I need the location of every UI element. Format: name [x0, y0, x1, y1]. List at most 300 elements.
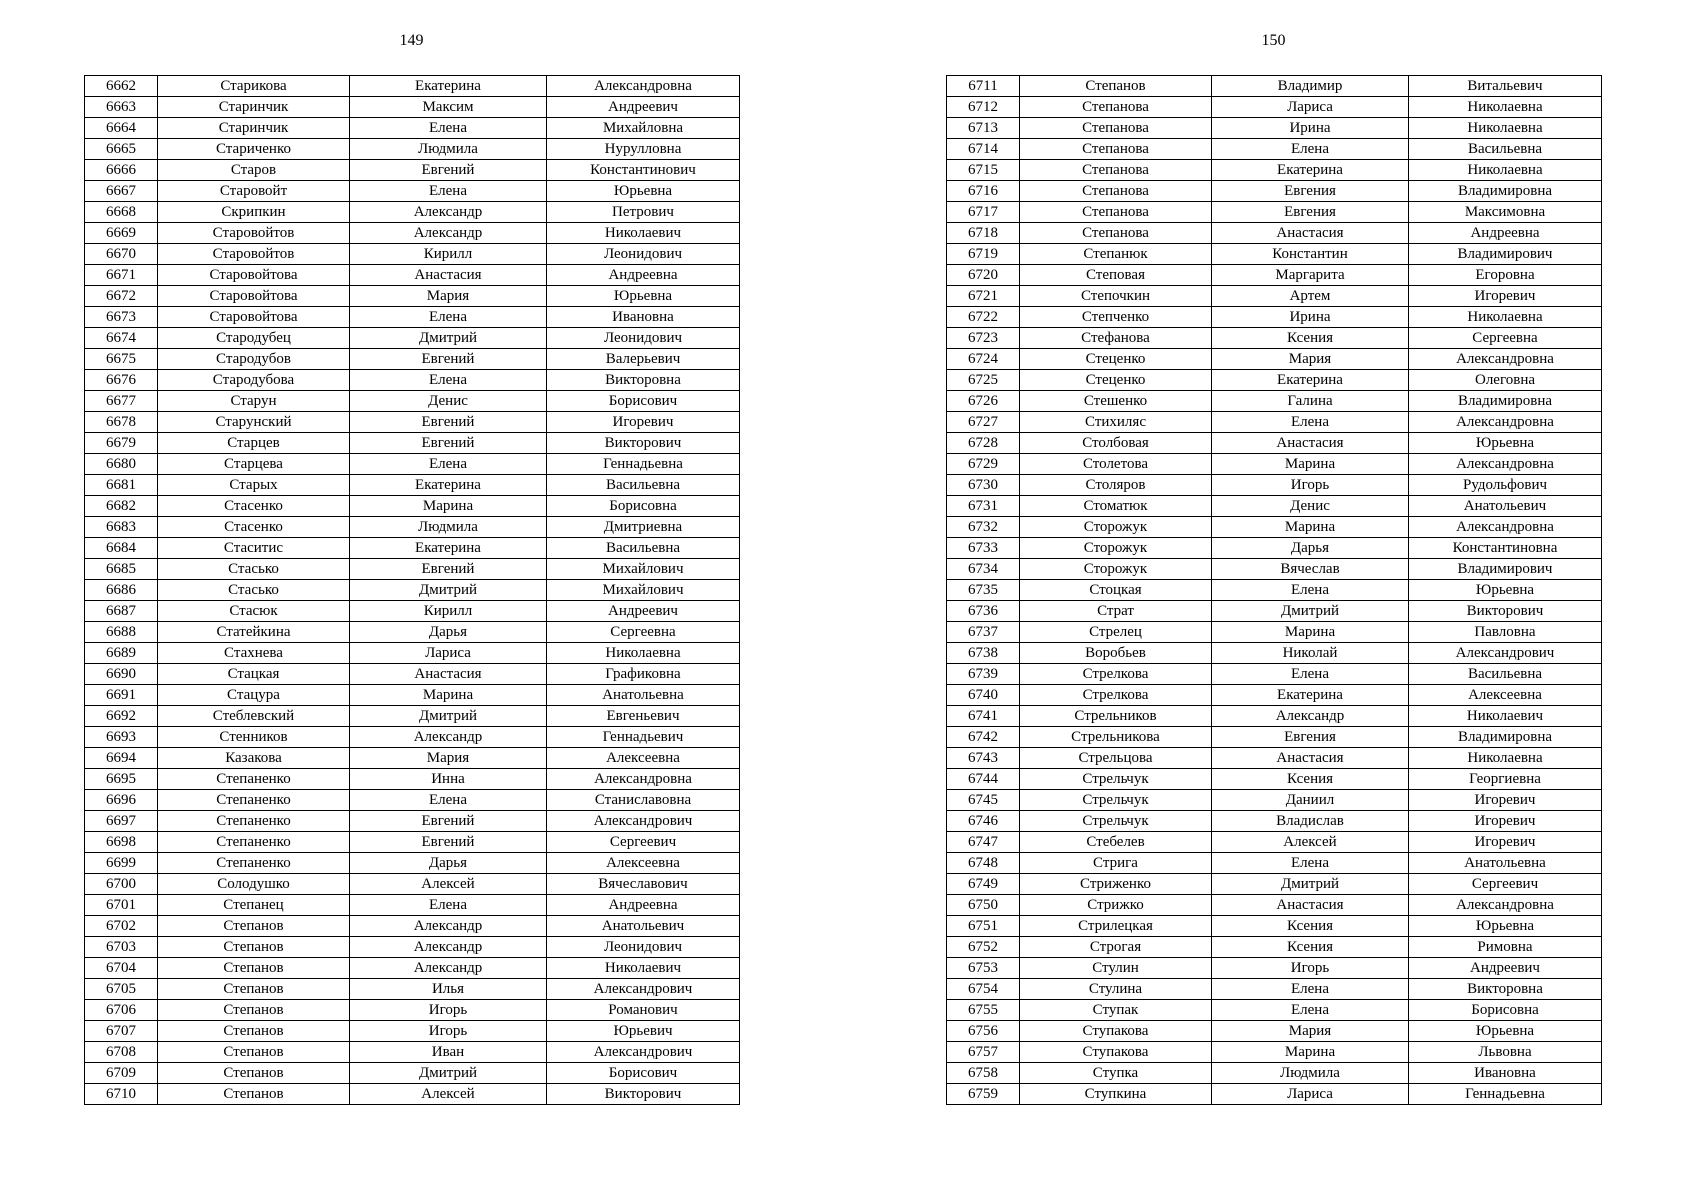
surname-cell: Ступак: [1020, 1000, 1212, 1021]
surname-cell: Старовойтов: [158, 244, 350, 265]
row-number-cell: 6713: [947, 118, 1020, 139]
first-name-cell: Елена: [350, 181, 547, 202]
table-row: [85, 454, 740, 475]
surname-cell: Стефанова: [1020, 328, 1212, 349]
first-name-cell: Екатерина: [1212, 685, 1409, 706]
row-number-cell: 6748: [947, 853, 1020, 874]
patronymic-cell: Александровна: [1409, 517, 1602, 538]
patronymic-cell: Викторович: [547, 433, 740, 454]
table-row: [85, 937, 740, 958]
patronymic-cell: Алексеевна: [547, 748, 740, 769]
surname-cell: Степочкин: [1020, 286, 1212, 307]
patronymic-cell: Игоревич: [1409, 811, 1602, 832]
table-row: [85, 433, 740, 454]
row-number-cell: 6671: [85, 265, 158, 286]
patronymic-cell: Евгеньевич: [547, 706, 740, 727]
row-number-cell: 6683: [85, 517, 158, 538]
row-number-cell: 6733: [947, 538, 1020, 559]
row-number-cell: 6682: [85, 496, 158, 517]
first-name-cell: Лариса: [1212, 1084, 1409, 1105]
patronymic-cell: Леонидович: [547, 244, 740, 265]
patronymic-cell: Николаевич: [1409, 706, 1602, 727]
first-name-cell: Екатерина: [350, 538, 547, 559]
patronymic-cell: Васильевна: [1409, 139, 1602, 160]
row-number-cell: 6727: [947, 412, 1020, 433]
surname-cell: Степанов: [158, 1021, 350, 1042]
row-number-cell: 6730: [947, 475, 1020, 496]
first-name-cell: Марина: [1212, 454, 1409, 475]
patronymic-cell: Леонидович: [547, 328, 740, 349]
surname-cell: Статейкина: [158, 622, 350, 643]
row-number-cell: 6746: [947, 811, 1020, 832]
table-row: [947, 643, 1602, 664]
first-name-cell: Анастасия: [350, 664, 547, 685]
table-row: [85, 811, 740, 832]
surname-cell: Стасюк: [158, 601, 350, 622]
table-row: [947, 958, 1602, 979]
table-row: [85, 748, 740, 769]
table-row: [947, 916, 1602, 937]
row-number-cell: 6685: [85, 559, 158, 580]
row-number-cell: 6728: [947, 433, 1020, 454]
patronymic-cell: Андреевич: [547, 97, 740, 118]
row-number-cell: 6675: [85, 349, 158, 370]
name-table: [84, 75, 740, 1105]
surname-cell: Степаненко: [158, 769, 350, 790]
surname-cell: Сторожук: [1020, 517, 1212, 538]
table-row: [85, 307, 740, 328]
first-name-cell: Елена: [1212, 580, 1409, 601]
surname-cell: Старовойт: [158, 181, 350, 202]
row-number-cell: 6734: [947, 559, 1020, 580]
row-number-cell: 6722: [947, 307, 1020, 328]
row-number-cell: 6688: [85, 622, 158, 643]
row-number-cell: 6668: [85, 202, 158, 223]
surname-cell: Стрельчук: [1020, 811, 1212, 832]
first-name-cell: Денис: [1212, 496, 1409, 517]
surname-cell: Стешенко: [1020, 391, 1212, 412]
first-name-cell: Денис: [350, 391, 547, 412]
first-name-cell: Александр: [350, 202, 547, 223]
surname-cell: Стародубов: [158, 349, 350, 370]
patronymic-cell: Юрьевна: [1409, 580, 1602, 601]
first-name-cell: Евгений: [350, 811, 547, 832]
surname-cell: Стеблевский: [158, 706, 350, 727]
first-name-cell: Алексей: [1212, 832, 1409, 853]
row-number-cell: 6743: [947, 748, 1020, 769]
table-row: [85, 580, 740, 601]
surname-cell: Старых: [158, 475, 350, 496]
surname-cell: Степченко: [1020, 307, 1212, 328]
row-number-cell: 6741: [947, 706, 1020, 727]
first-name-cell: Дмитрий: [1212, 601, 1409, 622]
patronymic-cell: Олеговна: [1409, 370, 1602, 391]
patronymic-cell: Александровна: [1409, 454, 1602, 475]
page-number: 149: [399, 32, 424, 49]
patronymic-cell: Графиковна: [547, 664, 740, 685]
surname-cell: Степаненко: [158, 832, 350, 853]
table-row: [85, 1000, 740, 1021]
row-number-cell: 6674: [85, 328, 158, 349]
patronymic-cell: Александрович: [547, 811, 740, 832]
table-row: [947, 1042, 1602, 1063]
patronymic-cell: Юрьевна: [1409, 433, 1602, 454]
surname-cell: Старцева: [158, 454, 350, 475]
patronymic-cell: Борисович: [547, 1063, 740, 1084]
patronymic-cell: Нурулловна: [547, 139, 740, 160]
table-row: [85, 1063, 740, 1084]
patronymic-cell: Павловна: [1409, 622, 1602, 643]
first-name-cell: Алексей: [350, 1084, 547, 1105]
table-row: [947, 580, 1602, 601]
row-number-cell: 6663: [85, 97, 158, 118]
row-number-cell: 6699: [85, 853, 158, 874]
row-number-cell: 6731: [947, 496, 1020, 517]
patronymic-cell: Романович: [547, 1000, 740, 1021]
table-row: [947, 244, 1602, 265]
patronymic-cell: Рудольфович: [1409, 475, 1602, 496]
row-number-cell: 6687: [85, 601, 158, 622]
patronymic-cell: Викторовна: [1409, 979, 1602, 1000]
row-number-cell: 6707: [85, 1021, 158, 1042]
surname-cell: Стахнева: [158, 643, 350, 664]
row-number-cell: 6716: [947, 181, 1020, 202]
first-name-cell: Евгения: [1212, 202, 1409, 223]
first-name-cell: Марина: [1212, 517, 1409, 538]
row-number-cell: 6721: [947, 286, 1020, 307]
first-name-cell: Дарья: [350, 853, 547, 874]
surname-cell: Степанов: [158, 958, 350, 979]
patronymic-cell: Владимирович: [1409, 559, 1602, 580]
patronymic-cell: Петрович: [547, 202, 740, 223]
first-name-cell: Александр: [350, 937, 547, 958]
surname-cell: Стародубец: [158, 328, 350, 349]
patronymic-cell: Александровна: [547, 76, 740, 97]
row-number-cell: 6739: [947, 664, 1020, 685]
table-row: [85, 916, 740, 937]
surname-cell: Стрига: [1020, 853, 1212, 874]
first-name-cell: Игорь: [350, 1021, 547, 1042]
row-number-cell: 6725: [947, 370, 1020, 391]
first-name-cell: Ирина: [1212, 118, 1409, 139]
row-number-cell: 6680: [85, 454, 158, 475]
surname-cell: Столетова: [1020, 454, 1212, 475]
first-name-cell: Марина: [1212, 1042, 1409, 1063]
row-number-cell: 6681: [85, 475, 158, 496]
first-name-cell: Ирина: [1212, 307, 1409, 328]
patronymic-cell: Юрьевна: [547, 181, 740, 202]
table-row: [947, 706, 1602, 727]
table-row: [85, 244, 740, 265]
first-name-cell: Дмитрий: [350, 706, 547, 727]
first-name-cell: Владислав: [1212, 811, 1409, 832]
table-row: [947, 601, 1602, 622]
row-number-cell: 6701: [85, 895, 158, 916]
surname-cell: Стеценко: [1020, 370, 1212, 391]
table-row: [947, 811, 1602, 832]
row-number-cell: 6664: [85, 118, 158, 139]
first-name-cell: Елена: [350, 307, 547, 328]
patronymic-cell: Юрьевич: [547, 1021, 740, 1042]
table-row: [947, 1063, 1602, 1084]
table-row: [85, 391, 740, 412]
first-name-cell: Александр: [350, 916, 547, 937]
surname-cell: Сторожук: [1020, 538, 1212, 559]
first-name-cell: Евгений: [350, 832, 547, 853]
surname-cell: Солодушко: [158, 874, 350, 895]
row-number-cell: 6753: [947, 958, 1020, 979]
patronymic-cell: Васильевна: [547, 538, 740, 559]
first-name-cell: Людмила: [350, 517, 547, 538]
table-row: [85, 622, 740, 643]
surname-cell: Ступакова: [1020, 1021, 1212, 1042]
first-name-cell: Мария: [350, 286, 547, 307]
surname-cell: Строгая: [1020, 937, 1212, 958]
table-row: [85, 202, 740, 223]
patronymic-cell: Николаевна: [547, 643, 740, 664]
first-name-cell: Дмитрий: [350, 580, 547, 601]
table-row: [947, 937, 1602, 958]
row-number-cell: 6740: [947, 685, 1020, 706]
first-name-cell: Елена: [1212, 139, 1409, 160]
row-number-cell: 6705: [85, 979, 158, 1000]
row-number-cell: 6679: [85, 433, 158, 454]
patronymic-cell: Сергеевна: [547, 622, 740, 643]
first-name-cell: Елена: [350, 370, 547, 391]
table-row: [85, 685, 740, 706]
table-row: [947, 475, 1602, 496]
surname-cell: Стаситис: [158, 538, 350, 559]
first-name-cell: Игорь: [350, 1000, 547, 1021]
patronymic-cell: Станиславовна: [547, 790, 740, 811]
row-number-cell: 6715: [947, 160, 1020, 181]
table-row: [85, 517, 740, 538]
patronymic-cell: Дмитриевна: [547, 517, 740, 538]
table-row: [947, 664, 1602, 685]
patronymic-cell: Сергеевич: [547, 832, 740, 853]
name-table: [946, 75, 1602, 1105]
row-number-cell: 6670: [85, 244, 158, 265]
table-row: [947, 76, 1602, 97]
surname-cell: Старикова: [158, 76, 350, 97]
row-number-cell: 6686: [85, 580, 158, 601]
first-name-cell: Ксения: [1212, 937, 1409, 958]
row-number-cell: 6702: [85, 916, 158, 937]
patronymic-cell: Анатольевич: [1409, 496, 1602, 517]
patronymic-cell: Валерьевич: [547, 349, 740, 370]
page-number: 150: [1261, 32, 1286, 49]
first-name-cell: Ксения: [1212, 328, 1409, 349]
patronymic-cell: Михайловна: [547, 118, 740, 139]
row-number-cell: 6676: [85, 370, 158, 391]
first-name-cell: Евгений: [350, 433, 547, 454]
patronymic-cell: Николаевич: [547, 958, 740, 979]
first-name-cell: Евгений: [350, 349, 547, 370]
surname-cell: Старун: [158, 391, 350, 412]
row-number-cell: 6714: [947, 139, 1020, 160]
surname-cell: Степанов: [158, 979, 350, 1000]
surname-cell: Стрижко: [1020, 895, 1212, 916]
row-number-cell: 6667: [85, 181, 158, 202]
surname-cell: Стасько: [158, 559, 350, 580]
first-name-cell: Лариса: [1212, 97, 1409, 118]
table-row: [947, 286, 1602, 307]
row-number-cell: 6692: [85, 706, 158, 727]
table-row: [947, 538, 1602, 559]
row-number-cell: 6759: [947, 1084, 1020, 1105]
row-number-cell: 6695: [85, 769, 158, 790]
surname-cell: Степанец: [158, 895, 350, 916]
table-row: [85, 832, 740, 853]
surname-cell: Степовая: [1020, 265, 1212, 286]
row-number-cell: 6709: [85, 1063, 158, 1084]
patronymic-cell: Алексеевна: [1409, 685, 1602, 706]
patronymic-cell: Васильевна: [1409, 664, 1602, 685]
first-name-cell: Артем: [1212, 286, 1409, 307]
row-number-cell: 6677: [85, 391, 158, 412]
row-number-cell: 6732: [947, 517, 1020, 538]
first-name-cell: Лариса: [350, 643, 547, 664]
patronymic-cell: Константинович: [547, 160, 740, 181]
row-number-cell: 6666: [85, 160, 158, 181]
row-number-cell: 6711: [947, 76, 1020, 97]
surname-cell: Стасенко: [158, 496, 350, 517]
surname-cell: Ступакова: [1020, 1042, 1212, 1063]
row-number-cell: 6706: [85, 1000, 158, 1021]
first-name-cell: Екатерина: [350, 76, 547, 97]
first-name-cell: Галина: [1212, 391, 1409, 412]
first-name-cell: Евгения: [1212, 727, 1409, 748]
row-number-cell: 6669: [85, 223, 158, 244]
row-number-cell: 6665: [85, 139, 158, 160]
row-number-cell: 6729: [947, 454, 1020, 475]
surname-cell: Стрельцова: [1020, 748, 1212, 769]
patronymic-cell: Николаевна: [1409, 160, 1602, 181]
table-row: [85, 223, 740, 244]
first-name-cell: Николай: [1212, 643, 1409, 664]
table-row: [947, 328, 1602, 349]
table-row: [85, 370, 740, 391]
surname-cell: Стриженко: [1020, 874, 1212, 895]
patronymic-cell: Владимирович: [1409, 244, 1602, 265]
patronymic-cell: Михайлович: [547, 559, 740, 580]
row-number-cell: 6758: [947, 1063, 1020, 1084]
first-name-cell: Александр: [350, 727, 547, 748]
patronymic-cell: Владимировна: [1409, 391, 1602, 412]
table-row: [85, 97, 740, 118]
row-number-cell: 6718: [947, 223, 1020, 244]
surname-cell: Старовойтов: [158, 223, 350, 244]
first-name-cell: Инна: [350, 769, 547, 790]
surname-cell: Стрилецкая: [1020, 916, 1212, 937]
table-row: [85, 643, 740, 664]
patronymic-cell: Вячеславович: [547, 874, 740, 895]
first-name-cell: Екатерина: [1212, 370, 1409, 391]
table-row: [85, 160, 740, 181]
table-row: [85, 559, 740, 580]
patronymic-cell: Геннадьевна: [1409, 1084, 1602, 1105]
patronymic-cell: Борисович: [547, 391, 740, 412]
surname-cell: Старовойтова: [158, 265, 350, 286]
surname-cell: Стрелец: [1020, 622, 1212, 643]
row-number-cell: 6703: [85, 937, 158, 958]
surname-cell: Стебелев: [1020, 832, 1212, 853]
first-name-cell: Елена: [1212, 412, 1409, 433]
surname-cell: Стрельчук: [1020, 769, 1212, 790]
surname-cell: Стрельникова: [1020, 727, 1212, 748]
patronymic-cell: Андреевич: [547, 601, 740, 622]
first-name-cell: Елена: [1212, 979, 1409, 1000]
table-row: [947, 748, 1602, 769]
row-number-cell: 6712: [947, 97, 1020, 118]
surname-cell: Степанова: [1020, 181, 1212, 202]
row-number-cell: 6700: [85, 874, 158, 895]
table-row: [947, 496, 1602, 517]
table-row: [85, 790, 740, 811]
patronymic-cell: Михайлович: [547, 580, 740, 601]
first-name-cell: Александр: [350, 958, 547, 979]
surname-cell: Степаненко: [158, 811, 350, 832]
table-row: [85, 874, 740, 895]
row-number-cell: 6723: [947, 328, 1020, 349]
surname-cell: Стацкая: [158, 664, 350, 685]
first-name-cell: Анастасия: [1212, 895, 1409, 916]
table-row: [947, 517, 1602, 538]
table-row: [85, 727, 740, 748]
table-row: [947, 685, 1602, 706]
surname-cell: Степанов: [158, 1000, 350, 1021]
surname-cell: Стеценко: [1020, 349, 1212, 370]
surname-cell: Стасенко: [158, 517, 350, 538]
surname-cell: Скрипкин: [158, 202, 350, 223]
surname-cell: Стрельчук: [1020, 790, 1212, 811]
surname-cell: Старинчик: [158, 97, 350, 118]
first-name-cell: Маргарита: [1212, 265, 1409, 286]
patronymic-cell: Леонидович: [547, 937, 740, 958]
patronymic-cell: Викторович: [1409, 601, 1602, 622]
patronymic-cell: Николаевна: [1409, 748, 1602, 769]
row-number-cell: 6745: [947, 790, 1020, 811]
table-row: [947, 181, 1602, 202]
table-row: [947, 979, 1602, 1000]
patronymic-cell: Максимовна: [1409, 202, 1602, 223]
surname-cell: Степанов: [158, 937, 350, 958]
first-name-cell: Даниил: [1212, 790, 1409, 811]
patronymic-cell: Геннадьевич: [547, 727, 740, 748]
first-name-cell: Марина: [1212, 622, 1409, 643]
row-number-cell: 6735: [947, 580, 1020, 601]
surname-cell: Стенников: [158, 727, 350, 748]
row-number-cell: 6752: [947, 937, 1020, 958]
table-row: [947, 769, 1602, 790]
table-row: [85, 265, 740, 286]
table-row: [947, 1000, 1602, 1021]
first-name-cell: Евгений: [350, 160, 547, 181]
patronymic-cell: Николаевич: [547, 223, 740, 244]
row-number-cell: 6693: [85, 727, 158, 748]
patronymic-cell: Александрович: [547, 1042, 740, 1063]
row-number-cell: 6672: [85, 286, 158, 307]
first-name-cell: Игорь: [1212, 475, 1409, 496]
patronymic-cell: Игоревич: [547, 412, 740, 433]
first-name-cell: Илья: [350, 979, 547, 1000]
table-row: [947, 391, 1602, 412]
table-row: [85, 412, 740, 433]
table-row: [947, 454, 1602, 475]
surname-cell: Стацура: [158, 685, 350, 706]
row-number-cell: 6697: [85, 811, 158, 832]
first-name-cell: Дмитрий: [350, 1063, 547, 1084]
